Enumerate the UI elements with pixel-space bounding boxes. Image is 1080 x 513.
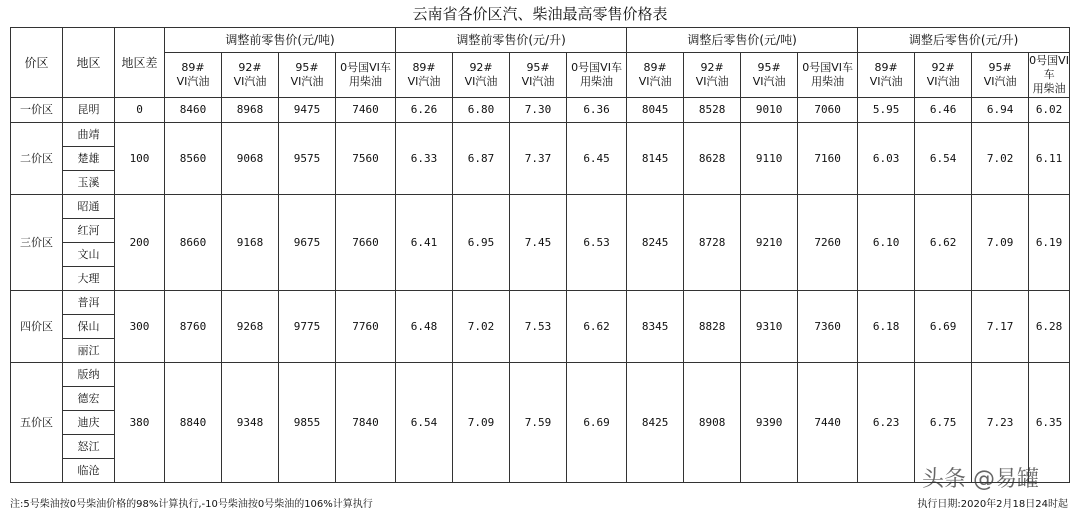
header-fuel-cell bbox=[915, 53, 972, 98]
fuel-grade: 89# bbox=[181, 61, 205, 74]
header-diff: 地区差 bbox=[115, 28, 165, 98]
region-name: 普洱 bbox=[63, 291, 115, 315]
fuel-grade: 0号国VI车 bbox=[1029, 54, 1069, 81]
price-cell: 6.80 bbox=[453, 98, 510, 123]
price-cell: 8425 bbox=[627, 363, 684, 483]
region-name: 昆明 bbox=[63, 98, 115, 123]
region-name: 迪庆 bbox=[63, 411, 115, 435]
price-cell: 6.54 bbox=[396, 363, 453, 483]
header-fuel-cell bbox=[336, 53, 396, 98]
table-row bbox=[11, 123, 1070, 147]
header-row-groups bbox=[11, 28, 1070, 53]
price-cell: 6.36 bbox=[567, 98, 627, 123]
header-group-before-ton: 调整前零售价(元/吨) bbox=[165, 28, 396, 53]
price-cell: 6.19 bbox=[1029, 195, 1070, 291]
price-cell: 7.30 bbox=[510, 98, 567, 123]
price-cell: 7.37 bbox=[510, 123, 567, 195]
fuel-grade: 0号国VI车 bbox=[802, 61, 853, 74]
fuel-grade: 0号国VI车 bbox=[340, 61, 391, 74]
zone-name: 一价区 bbox=[11, 98, 63, 123]
price-cell: 9268 bbox=[222, 291, 279, 363]
fuel-grade: 95# bbox=[757, 61, 781, 74]
fuel-type: 用柴油 bbox=[349, 75, 383, 88]
price-cell: 7660 bbox=[336, 195, 396, 291]
table-row bbox=[11, 363, 1070, 387]
price-cell: 6.46 bbox=[915, 98, 972, 123]
price-cell: 9110 bbox=[741, 123, 798, 195]
header-group-after-ton: 调整后零售价(元/吨) bbox=[627, 28, 858, 53]
price-cell: 7260 bbox=[798, 195, 858, 291]
header-region: 地区 bbox=[63, 28, 115, 98]
price-cell: 7.45 bbox=[510, 195, 567, 291]
fuel-grade: 92# bbox=[469, 61, 493, 74]
price-cell: 8528 bbox=[684, 98, 741, 123]
header-fuel-cell bbox=[567, 53, 627, 98]
price-cell: 6.18 bbox=[858, 291, 915, 363]
header-fuel-cell bbox=[222, 53, 279, 98]
price-cell: 6.69 bbox=[915, 291, 972, 363]
price-cell: 7.09 bbox=[453, 363, 510, 483]
header-fuel-cell bbox=[684, 53, 741, 98]
price-cell: 9168 bbox=[222, 195, 279, 291]
price-cell: 8628 bbox=[684, 123, 741, 195]
region-name: 怒江 bbox=[63, 435, 115, 459]
fuel-grade: 92# bbox=[238, 61, 262, 74]
header-fuel-cell bbox=[396, 53, 453, 98]
region-name: 昭通 bbox=[63, 195, 115, 219]
price-cell: 9575 bbox=[279, 123, 336, 195]
price-cell: 8968 bbox=[222, 98, 279, 123]
price-cell: 8908 bbox=[684, 363, 741, 483]
fuel-type: VI汽油 bbox=[869, 75, 903, 88]
region-name: 保山 bbox=[63, 315, 115, 339]
header-fuel-cell bbox=[279, 53, 336, 98]
price-cell: 9390 bbox=[741, 363, 798, 483]
fuel-type: VI汽油 bbox=[290, 75, 324, 88]
price-cell: 9855 bbox=[279, 363, 336, 483]
fuel-type: VI汽油 bbox=[638, 75, 672, 88]
zone-name: 五价区 bbox=[11, 363, 63, 483]
region-diff: 100 bbox=[115, 123, 165, 195]
price-cell: 7840 bbox=[336, 363, 396, 483]
price-cell: 7360 bbox=[798, 291, 858, 363]
price-cell: 9210 bbox=[741, 195, 798, 291]
fuel-type: VI汽油 bbox=[695, 75, 729, 88]
region-name: 玉溪 bbox=[63, 171, 115, 195]
price-table bbox=[10, 27, 1070, 483]
price-cell: 6.48 bbox=[396, 291, 453, 363]
price-cell: 6.69 bbox=[567, 363, 627, 483]
fuel-type: VI汽油 bbox=[464, 75, 498, 88]
price-cell: 8560 bbox=[165, 123, 222, 195]
price-cell: 8840 bbox=[165, 363, 222, 483]
price-cell: 6.62 bbox=[915, 195, 972, 291]
price-cell: 8660 bbox=[165, 195, 222, 291]
fuel-type: 用柴油 bbox=[1032, 82, 1066, 95]
price-cell: 7.09 bbox=[972, 195, 1029, 291]
fuel-type: VI汽油 bbox=[521, 75, 555, 88]
price-cell: 7560 bbox=[336, 123, 396, 195]
price-cell: 7760 bbox=[336, 291, 396, 363]
price-cell: 8345 bbox=[627, 291, 684, 363]
fuel-grade: 95# bbox=[526, 61, 550, 74]
price-cell: 6.54 bbox=[915, 123, 972, 195]
price-cell: 6.28 bbox=[1029, 291, 1070, 363]
price-cell: 7.17 bbox=[972, 291, 1029, 363]
table-row bbox=[11, 98, 1070, 123]
fuel-grade: 89# bbox=[874, 61, 898, 74]
price-cell: 9475 bbox=[279, 98, 336, 123]
fuel-type: VI汽油 bbox=[926, 75, 960, 88]
header-row-fuel bbox=[11, 53, 1070, 98]
price-cell: 8760 bbox=[165, 291, 222, 363]
price-cell: 6.23 bbox=[858, 363, 915, 483]
fuel-type: VI汽油 bbox=[407, 75, 441, 88]
price-cell: 7.59 bbox=[510, 363, 567, 483]
price-cell: 6.45 bbox=[567, 123, 627, 195]
price-cell: 8728 bbox=[684, 195, 741, 291]
price-cell: 6.10 bbox=[858, 195, 915, 291]
price-cell: 6.35 bbox=[1029, 363, 1070, 483]
region-name: 楚雄 bbox=[63, 147, 115, 171]
fuel-type: 用柴油 bbox=[811, 75, 845, 88]
table-title: 云南省各价区汽、柴油最高零售价格表 bbox=[412, 5, 668, 23]
region-name: 大理 bbox=[63, 267, 115, 291]
table-row bbox=[11, 195, 1070, 219]
region-name: 版纳 bbox=[63, 363, 115, 387]
zone-name: 四价区 bbox=[11, 291, 63, 363]
price-cell: 6.41 bbox=[396, 195, 453, 291]
watermark: 头条 @易罐 bbox=[922, 467, 1039, 492]
table-row bbox=[11, 291, 1070, 315]
price-cell: 9310 bbox=[741, 291, 798, 363]
price-cell: 6.53 bbox=[567, 195, 627, 291]
header-group-after-liter: 调整后零售价(元/升) bbox=[858, 28, 1070, 53]
price-cell: 9010 bbox=[741, 98, 798, 123]
region-name: 德宏 bbox=[63, 387, 115, 411]
price-cell: 7.02 bbox=[972, 123, 1029, 195]
price-cell: 6.94 bbox=[972, 98, 1029, 123]
header-fuel-cell bbox=[972, 53, 1029, 98]
header-zone: 价区 bbox=[11, 28, 63, 98]
fuel-type: 用柴油 bbox=[580, 75, 614, 88]
fuel-grade: 95# bbox=[988, 61, 1012, 74]
execution-date: 执行日期:2020年2月18日24时起 bbox=[917, 499, 1068, 510]
fuel-type: VI汽油 bbox=[233, 75, 267, 88]
fuel-grade: 92# bbox=[931, 61, 955, 74]
region-diff: 0 bbox=[115, 98, 165, 123]
price-cell: 6.75 bbox=[915, 363, 972, 483]
header-fuel-cell bbox=[858, 53, 915, 98]
price-cell: 7.23 bbox=[972, 363, 1029, 483]
price-cell: 8145 bbox=[627, 123, 684, 195]
price-cell: 7440 bbox=[798, 363, 858, 483]
price-cell: 6.87 bbox=[453, 123, 510, 195]
footnote: 注:5号柴油按0号柴油价格的98%计算执行,-10号柴油按0号柴油的106%计算执行 bbox=[10, 499, 373, 510]
price-cell: 9068 bbox=[222, 123, 279, 195]
price-cell: 7460 bbox=[336, 98, 396, 123]
region-diff: 380 bbox=[115, 363, 165, 483]
price-cell: 8828 bbox=[684, 291, 741, 363]
fuel-grade: 92# bbox=[700, 61, 724, 74]
header-fuel-cell bbox=[627, 53, 684, 98]
header-fuel-cell bbox=[453, 53, 510, 98]
header-fuel-cell bbox=[1029, 53, 1070, 98]
price-cell: 6.62 bbox=[567, 291, 627, 363]
region-name: 文山 bbox=[63, 243, 115, 267]
fuel-type: VI汽油 bbox=[983, 75, 1017, 88]
fuel-grade: 95# bbox=[295, 61, 319, 74]
price-cell: 9775 bbox=[279, 291, 336, 363]
price-cell: 9348 bbox=[222, 363, 279, 483]
region-name: 红河 bbox=[63, 219, 115, 243]
header-fuel-cell bbox=[741, 53, 798, 98]
price-cell: 6.33 bbox=[396, 123, 453, 195]
price-cell: 8045 bbox=[627, 98, 684, 123]
header-fuel-cell bbox=[798, 53, 858, 98]
region-name: 丽江 bbox=[63, 339, 115, 363]
fuel-type: VI汽油 bbox=[176, 75, 210, 88]
fuel-grade: 89# bbox=[412, 61, 436, 74]
region-name: 临沧 bbox=[63, 459, 115, 483]
price-cell: 7060 bbox=[798, 98, 858, 123]
price-cell: 6.03 bbox=[858, 123, 915, 195]
price-cell: 7.53 bbox=[510, 291, 567, 363]
price-cell: 7.02 bbox=[453, 291, 510, 363]
fuel-type: VI汽油 bbox=[752, 75, 786, 88]
price-cell: 8245 bbox=[627, 195, 684, 291]
fuel-grade: 89# bbox=[643, 61, 667, 74]
price-cell: 6.11 bbox=[1029, 123, 1070, 195]
price-cell: 5.95 bbox=[858, 98, 915, 123]
price-cell: 6.26 bbox=[396, 98, 453, 123]
zone-name: 三价区 bbox=[11, 195, 63, 291]
region-name: 曲靖 bbox=[63, 123, 115, 147]
price-cell: 6.02 bbox=[1029, 98, 1070, 123]
price-cell: 6.95 bbox=[453, 195, 510, 291]
price-cell: 7160 bbox=[798, 123, 858, 195]
zone-name: 二价区 bbox=[11, 123, 63, 195]
fuel-grade: 0号国VI车 bbox=[571, 61, 622, 74]
header-group-before-liter: 调整前零售价(元/升) bbox=[396, 28, 627, 53]
price-cell: 9675 bbox=[279, 195, 336, 291]
region-diff: 300 bbox=[115, 291, 165, 363]
header-fuel-cell bbox=[165, 53, 222, 98]
price-cell: 8460 bbox=[165, 98, 222, 123]
header-fuel-cell bbox=[510, 53, 567, 98]
region-diff: 200 bbox=[115, 195, 165, 291]
